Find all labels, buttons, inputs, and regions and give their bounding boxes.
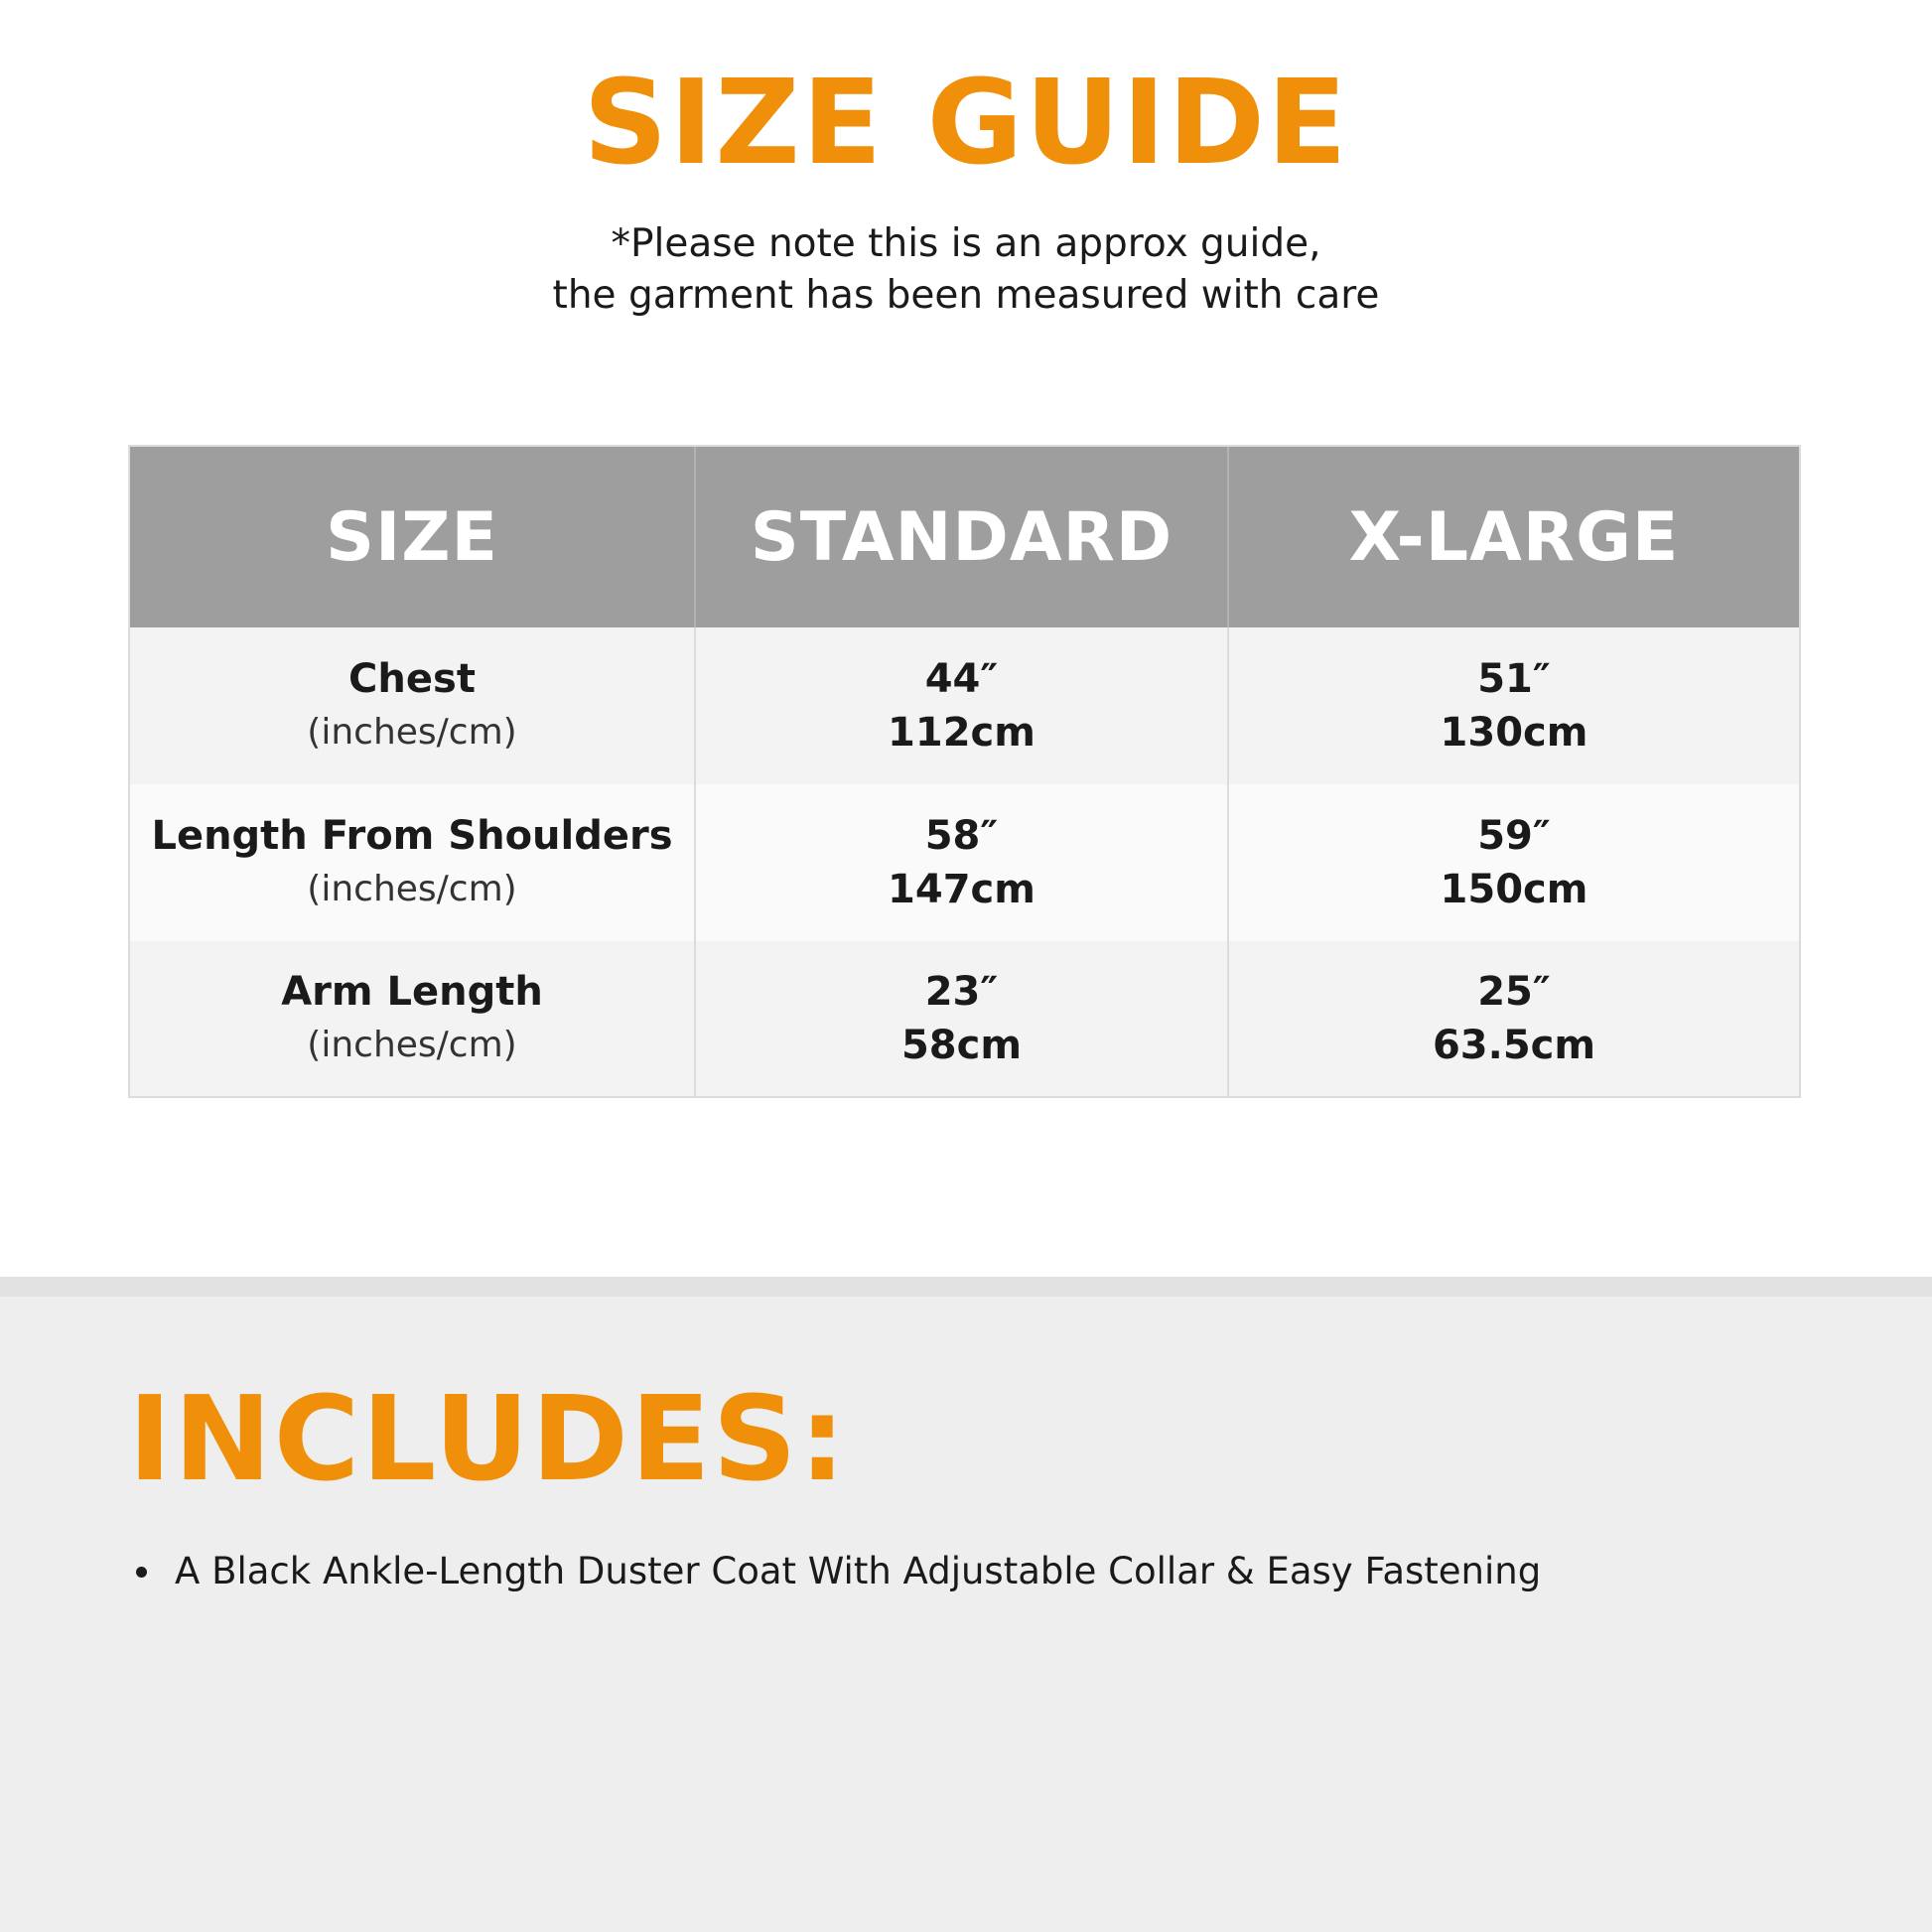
standard-inches: 44″	[924, 656, 999, 702]
xlarge-inches: 59″	[1477, 813, 1551, 859]
bullet-icon	[136, 1567, 147, 1578]
table-row-chest	[130, 627, 1799, 784]
xlarge-cm: 63.5cm	[1432, 1023, 1596, 1068]
row-label: Chest	[348, 656, 476, 702]
list-item-text: A Black Ankle-Length Duster Coat With Adjustable Collar & Easy Fastening	[175, 1550, 1542, 1592]
standard-value-cell	[696, 941, 1229, 1096]
standard-cm: 147cm	[888, 867, 1035, 912]
xlarge-value-cell	[1229, 627, 1799, 784]
row-label-cell	[130, 627, 696, 784]
row-unit: (inches/cm)	[307, 712, 517, 753]
standard-value-cell	[696, 784, 1229, 941]
header-size: SIZE	[130, 447, 696, 627]
row-label-cell	[130, 941, 696, 1096]
header-x-large: X-LARGE	[1348, 497, 1680, 577]
includes-list	[128, 1547, 1541, 1596]
xlarge-value-cell	[1229, 941, 1799, 1096]
table-header-row	[130, 447, 1799, 627]
includes-title: INCLUDES:	[128, 1370, 848, 1507]
table-row-arm-length	[130, 941, 1799, 1096]
standard-cm: 58cm	[900, 1023, 1023, 1068]
row-label: Arm Length	[281, 969, 543, 1015]
note-line-1: *Please note this is an approx guide,	[611, 221, 1321, 266]
note-line-2: the garment has been measured with care	[552, 273, 1380, 318]
xlarge-inches: 51″	[1477, 656, 1551, 702]
xlarge-cm: 150cm	[1440, 867, 1588, 912]
standard-inches: 23″	[924, 969, 999, 1015]
measurement-note	[0, 218, 1932, 322]
includes-section	[0, 1277, 1932, 1932]
xlarge-cm: 130cm	[1440, 710, 1588, 756]
standard-cm: 112cm	[888, 710, 1035, 756]
row-label-cell	[130, 784, 696, 941]
xlarge-value-cell	[1229, 784, 1799, 941]
list-item	[128, 1547, 1541, 1596]
xlarge-inches: 25″	[1477, 969, 1551, 1015]
table-row-length-from-shoulders	[130, 784, 1799, 941]
row-unit: (inches/cm)	[307, 1025, 517, 1065]
size-table	[128, 445, 1801, 1098]
page-title: SIZE GUIDE	[583, 54, 1349, 191]
header-standard: STANDARD	[696, 447, 1229, 627]
row-unit: (inches/cm)	[307, 869, 517, 909]
standard-inches: 58″	[924, 813, 999, 859]
row-label: Length From Shoulders	[151, 813, 673, 859]
standard-value-cell	[696, 627, 1229, 784]
